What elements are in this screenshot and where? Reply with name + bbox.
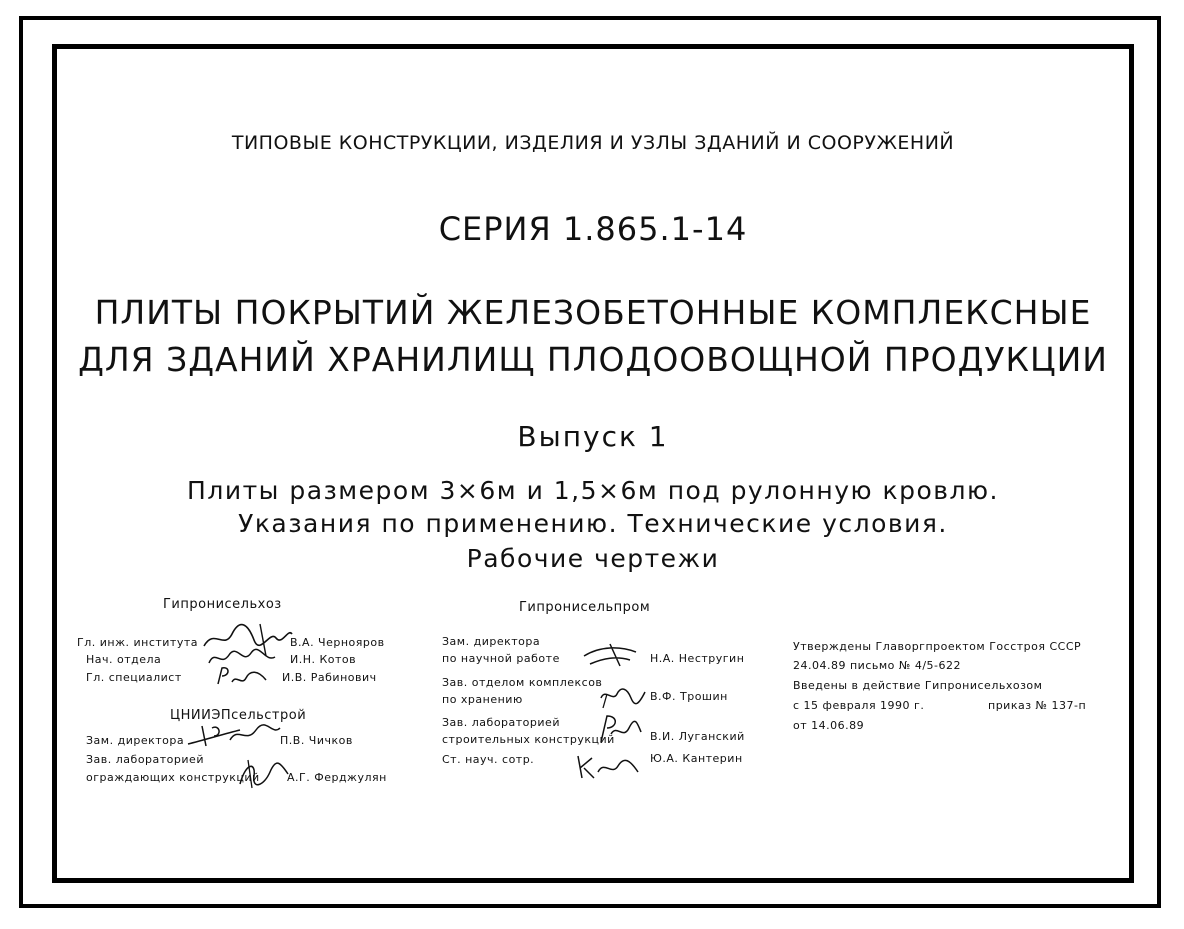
name-rabinovich: И.В. Рабинович xyxy=(282,671,377,684)
role-chief-specialist: Гл. специалист xyxy=(86,671,182,684)
approval-line-1: Утверждены Главоргпроектом Госстроя СССР xyxy=(793,640,1082,653)
role-enclosing-structures: ограждающих конструкций xyxy=(86,771,260,784)
document-header: ТИПОВЫЕ КОНСТРУКЦИИ, ИЗДЕЛИЯ И УЗЛЫ ЗДАНИЙ И СООРУЖЕНИЙ xyxy=(231,132,955,154)
role-deputy-director-research-1: Зам. директора xyxy=(442,635,541,648)
role-lab-head: Зав. лабораторией xyxy=(86,753,204,766)
signature-troshin xyxy=(597,682,649,710)
approval-line-3: Введены в действие Гипронисельхозом xyxy=(793,679,1043,692)
title-line-2: ДЛЯ ЗДАНИЙ ХРАНИЛИЩ ПЛОДООВОЩНОЙ ПРОДУКЦИИ xyxy=(78,340,1108,379)
role-building-lab-head-1: Зав. лабораторией xyxy=(442,716,560,729)
role-building-lab-head-2: строительных конструкций xyxy=(442,733,615,746)
role-dept-head: Нач. отдела xyxy=(86,653,162,666)
description-line-2: Указания по применению. Технические условия. xyxy=(238,509,948,538)
issue-number: Выпуск 1 xyxy=(517,420,669,453)
approval-line-2: 24.04.89 письмо № 4/5-622 xyxy=(793,659,961,672)
signature-nestrugin xyxy=(580,638,645,670)
approval-line-4-order: приказ № 137-п xyxy=(988,699,1087,712)
role-storage-dept-head-2: по хранению xyxy=(442,693,523,706)
name-ferdzhulyan: А.Г. Ферджулян xyxy=(287,771,387,784)
signature-kanterin xyxy=(572,750,642,784)
name-lugansky: В.И. Луганский xyxy=(650,730,745,743)
org-giproniselprom: Гипронисельпром xyxy=(519,600,651,615)
name-kotov: И.Н. Котов xyxy=(290,653,357,666)
approval-line-4-date: с 15 февраля 1990 г. xyxy=(793,699,925,712)
signature-ferdzhulyan xyxy=(234,756,294,790)
name-chernoyarov: В.А. Чернояров xyxy=(290,636,385,649)
org-giproniselkhoz: Гипронисельхоз xyxy=(163,597,282,612)
description-line-1: Плиты размером 3×6м и 1,5×6м под рулонную кровлю. xyxy=(187,476,999,505)
series-number: СЕРИЯ 1.865.1-14 xyxy=(438,210,748,248)
title-line-1: ПЛИТЫ ПОКРЫТИЙ ЖЕЛЕЗОБЕТОННЫЕ КОМПЛЕКСНЫЕ xyxy=(94,293,1092,332)
signature-rabinovich xyxy=(214,664,272,690)
role-deputy-director-research-2: по научной работе xyxy=(442,652,560,665)
name-troshin: В.Ф. Трошин xyxy=(650,690,728,703)
name-nestrugin: Н.А. Нестругин xyxy=(650,652,745,665)
role-chief-engineer: Гл. инж. института xyxy=(77,636,198,649)
role-senior-researcher: Ст. науч. сотр. xyxy=(442,753,535,766)
signature-chichkov xyxy=(184,720,284,752)
signature-lugansky xyxy=(595,712,643,748)
role-deputy-director: Зам. директора xyxy=(86,734,185,747)
role-storage-dept-head-1: Зав. отделом комплексов xyxy=(442,676,603,689)
description-line-3: Рабочие чертежи xyxy=(466,544,720,573)
name-chichkov: П.В. Чичков xyxy=(280,734,353,747)
org-tsniiepselstroy: ЦНИИЭПсельстрой xyxy=(170,708,307,723)
approval-line-5: от 14.06.89 xyxy=(793,719,865,732)
name-kanterin: Ю.А. Кантерин xyxy=(650,752,743,765)
